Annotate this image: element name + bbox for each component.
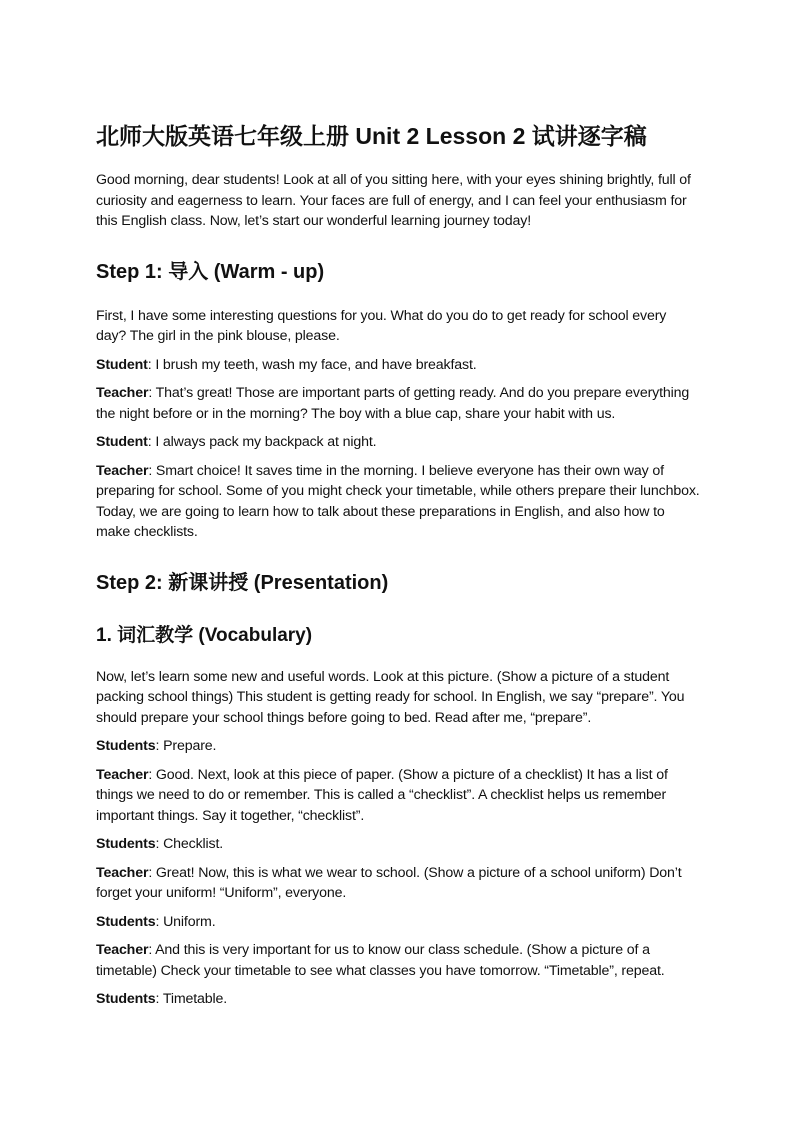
speaker-label: Students bbox=[96, 913, 156, 930]
dialogue-line bbox=[96, 834, 700, 855]
dialogue-line bbox=[96, 765, 700, 827]
document-page bbox=[96, 120, 700, 1018]
step2-heading: Step 2: 新课讲授 (Presentation) bbox=[96, 571, 389, 594]
dialogue-line bbox=[96, 863, 700, 904]
dialogue-text: : Smart choice! It saves time in the morning. I believe everyone has their own way of preparing for school. Some of you might check your timetable, while others prepare their lunchbox. Today, we are going to learn how to talk about these preparations in English, and also how to make checklists. bbox=[96, 462, 700, 540]
speaker-label: Teacher bbox=[96, 462, 149, 479]
dialogue-line bbox=[96, 912, 700, 933]
step1-opening: First, I have some interesting questions for you. What do you do to get ready for school every day? The girl in the pink blouse, please. bbox=[96, 307, 667, 344]
dialogue-line bbox=[96, 432, 700, 453]
dialogue-line bbox=[96, 940, 700, 981]
speaker-label: Teacher bbox=[96, 766, 149, 783]
speaker-label: Student bbox=[96, 356, 148, 373]
dialogue-line bbox=[96, 383, 700, 424]
dialogue-line bbox=[96, 355, 700, 376]
speaker-label: Teacher bbox=[96, 942, 149, 958]
speaker-label: Student bbox=[96, 434, 148, 450]
dialogue-text: : I always pack my backpack at night. bbox=[147, 434, 377, 450]
dialogue-text: : Timetable. bbox=[155, 991, 228, 1007]
speaker-label: Teacher bbox=[96, 864, 149, 881]
dialogue-text: : I brush my teeth, wash my face, and have breakfast. bbox=[147, 356, 477, 373]
vocabulary-heading: 1. 词汇教学 (Vocabulary) bbox=[96, 624, 313, 646]
vocabulary-opening: Now, let’s learn some new and useful words. Look at this picture. (Show a picture of a student packing school things) This student is getting ready for school. In English, we say “prepare”. You should prepare your school things before going to bed. Read after me, “prepare”. bbox=[96, 668, 685, 726]
dialogue-text: : Good. Next, look at this piece of paper. (Show a picture of a checklist) It has a list of things we need to do or remember. This is called a “checklist”. A checklist helps us remember important things. Say it together, “checklist”. bbox=[96, 766, 668, 824]
speaker-label: Teacher bbox=[96, 385, 149, 401]
dialogue-line bbox=[96, 736, 700, 757]
dialogue-text: : Prepare. bbox=[155, 738, 217, 754]
dialogue-text: : And this is very important for us to know our class schedule. (Show a picture of a timetable) Check your timetable to see what classes you have tomorrow. “Timetable”, repeat. bbox=[96, 942, 665, 979]
dialogue-line bbox=[96, 461, 700, 543]
dialogue-text: : Checklist. bbox=[155, 836, 224, 852]
document-title: 北师大版英语七年级上册 Unit 2 Lesson 2 试讲逐字稿 bbox=[96, 123, 647, 149]
dialogue-line bbox=[96, 989, 700, 1010]
step1-heading: Step 1: 导入 (Warm - up) bbox=[96, 260, 325, 283]
dialogue-text: : Great! Now, this is what we wear to school. (Show a picture of a school uniform) Don’t forget your uniform! “Uniform”, everyone. bbox=[96, 864, 682, 901]
speaker-label: Students bbox=[96, 991, 156, 1007]
dialogue-text: : Uniform. bbox=[155, 913, 216, 930]
intro-paragraph: Good morning, dear students! Look at all of you sitting here, with your eyes shining brightly, full of curiosity and eagerness to learn. Your faces are full of energy, and I can feel your enthusiasm for this English class. Now, let’s start our wonderful learning journey today! bbox=[96, 172, 691, 229]
speaker-label: Students bbox=[96, 738, 156, 754]
dialogue-text: : That’s great! Those are important parts of getting ready. And do you prepare everything the night before or in the morning? The boy with a blue cap, share your habit with us. bbox=[96, 385, 690, 422]
speaker-label: Students bbox=[96, 836, 156, 852]
